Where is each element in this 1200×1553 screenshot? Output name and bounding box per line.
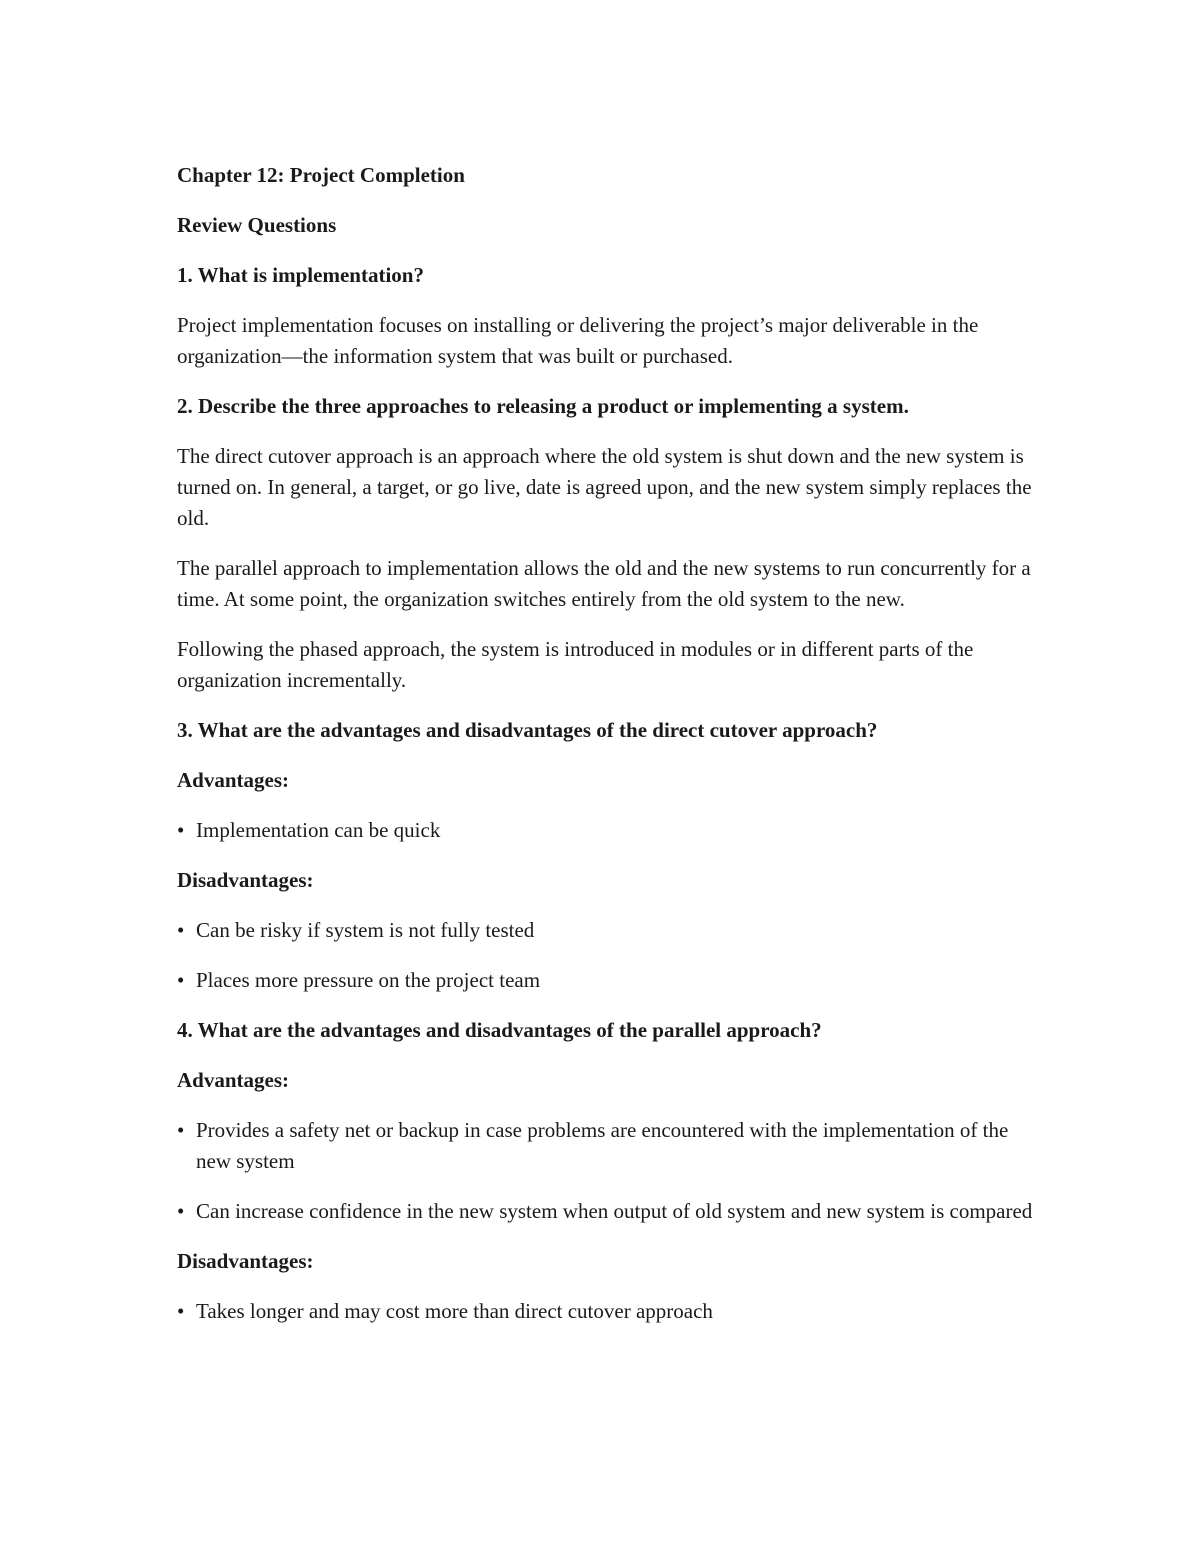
answer-2-phased: Following the phased approach, the system is introduced in modules or in different parts of the organization incrementally. xyxy=(177,637,974,692)
list-item-text: Provides a safety net or backup in case problems are encountered with the implementation of the new system xyxy=(196,1118,1009,1173)
advantages-label: Advantages: xyxy=(177,1068,290,1092)
question-4: 4. What are the advantages and disadvantages of the parallel approach? xyxy=(177,1018,822,1042)
list-item xyxy=(177,1115,1037,1177)
review-questions-heading: Review Questions xyxy=(177,213,337,237)
list-item-text: Implementation can be quick xyxy=(196,818,441,842)
bullet-icon: • xyxy=(177,1299,185,1323)
list-item xyxy=(177,965,1037,996)
bullet-icon: • xyxy=(177,1199,185,1223)
bullet-icon: • xyxy=(177,968,185,992)
list-item-text: Can increase confidence in the new system when output of old system and new system is compared xyxy=(196,1199,1033,1223)
list-item xyxy=(177,815,1037,846)
list-item-text: Places more pressure on the project team xyxy=(196,968,541,992)
question-3: 3. What are the advantages and disadvantages of the direct cutover approach? xyxy=(177,718,878,742)
answer-1-paragraph: Project implementation focuses on installing or delivering the project’s major deliverable in the organization—the information system that was built or purchased. xyxy=(177,313,979,368)
bullet-icon: • xyxy=(177,1118,185,1142)
list-item-text: Can be risky if system is not fully tested xyxy=(196,918,535,942)
question-2: 2. Describe the three approaches to releasing a product or implementing a system. xyxy=(177,394,909,418)
list-item xyxy=(177,1296,1037,1327)
question-1: 1. What is implementation? xyxy=(177,263,424,287)
bullet-icon: • xyxy=(177,918,185,942)
advantages-label: Advantages: xyxy=(177,768,290,792)
answer-2-parallel: The parallel approach to implementation allows the old and the new systems to run concurrently for a time. At some point, the organization switches entirely from the old system to the new. xyxy=(177,556,1031,611)
list-item xyxy=(177,915,1037,946)
answer-2-direct-cutover: The direct cutover approach is an approach where the old system is shut down and the new system is turned on. In general, a target, or go live, date is agreed upon, and the new system simply replaces the old. xyxy=(177,444,1032,530)
disadvantages-label: Disadvantages: xyxy=(177,868,314,892)
list-item-text: Takes longer and may cost more than direct cutover approach xyxy=(196,1299,713,1323)
document-body xyxy=(177,160,1037,1346)
disadvantages-label: Disadvantages: xyxy=(177,1249,314,1273)
chapter-title: Chapter 12: Project Completion xyxy=(177,163,465,187)
list-item xyxy=(177,1196,1037,1227)
bullet-icon: • xyxy=(177,818,185,842)
